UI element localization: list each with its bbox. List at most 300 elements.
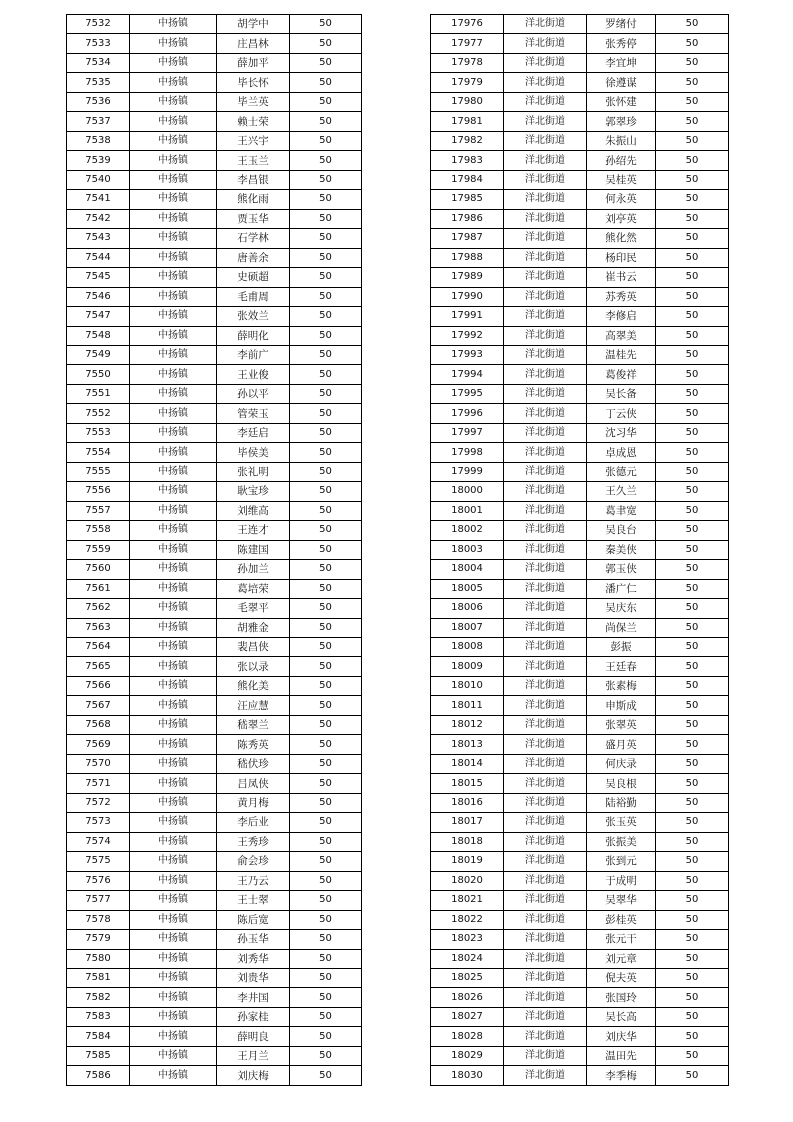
table-row [67, 229, 362, 248]
name-cell: 孙家桂 [217, 1007, 290, 1026]
name-cell: 沈习华 [587, 423, 656, 442]
town-cell: 洋北街道 [504, 112, 587, 131]
serial-cell: 18002 [431, 521, 504, 540]
amount-cell: 50 [656, 462, 729, 481]
table-row [431, 657, 729, 676]
town-cell: 洋北街道 [504, 832, 587, 851]
name-cell: 罗绪付 [587, 15, 656, 34]
table-row [67, 190, 362, 209]
amount-cell: 50 [656, 793, 729, 812]
serial-cell: 7539 [67, 151, 130, 170]
amount-cell: 50 [656, 287, 729, 306]
town-cell: 中扬镇 [130, 813, 217, 832]
amount-cell: 50 [290, 248, 362, 267]
town-cell: 洋北街道 [504, 326, 587, 345]
town-cell: 中扬镇 [130, 599, 217, 618]
town-cell: 中扬镇 [130, 930, 217, 949]
town-cell: 中扬镇 [130, 501, 217, 520]
amount-cell: 50 [290, 345, 362, 364]
name-cell: 潘广仁 [587, 579, 656, 598]
name-cell: 徐遵谋 [587, 73, 656, 92]
serial-cell: 7551 [67, 384, 130, 403]
town-cell: 中扬镇 [130, 73, 217, 92]
name-cell: 毕长怀 [217, 73, 290, 92]
amount-cell: 50 [656, 482, 729, 501]
name-cell: 薛明良 [217, 1027, 290, 1046]
serial-cell: 7581 [67, 968, 130, 987]
table-row [67, 170, 362, 189]
table-row [67, 832, 362, 851]
name-cell: 吴良根 [587, 774, 656, 793]
serial-cell: 18030 [431, 1066, 504, 1085]
name-cell: 张振美 [587, 832, 656, 851]
town-cell: 洋北街道 [504, 365, 587, 384]
name-cell: 孙绍先 [587, 151, 656, 170]
name-cell: 张以录 [217, 657, 290, 676]
name-cell: 刘维高 [217, 501, 290, 520]
serial-cell: 7565 [67, 657, 130, 676]
serial-cell: 18026 [431, 988, 504, 1007]
name-cell: 刘亭英 [587, 209, 656, 228]
name-cell: 王廷春 [587, 657, 656, 676]
serial-cell: 7577 [67, 891, 130, 910]
serial-cell: 7580 [67, 949, 130, 968]
amount-cell: 50 [290, 891, 362, 910]
name-cell: 盛月英 [587, 735, 656, 754]
town-cell: 中扬镇 [130, 34, 217, 53]
name-cell: 倪夫英 [587, 968, 656, 987]
name-cell: 陈建国 [217, 540, 290, 559]
name-cell: 丁云侠 [587, 404, 656, 423]
serial-cell: 17989 [431, 268, 504, 287]
table-row [67, 443, 362, 462]
table-row [431, 482, 729, 501]
table-row [431, 715, 729, 734]
serial-cell: 17983 [431, 151, 504, 170]
name-cell: 王士翠 [217, 891, 290, 910]
name-cell: 庄昌林 [217, 34, 290, 53]
serial-cell: 17992 [431, 326, 504, 345]
serial-cell: 7535 [67, 73, 130, 92]
serial-cell: 7544 [67, 248, 130, 267]
town-cell: 中扬镇 [130, 560, 217, 579]
town-cell: 洋北街道 [504, 852, 587, 871]
name-cell: 吴翠华 [587, 891, 656, 910]
table-row [67, 151, 362, 170]
table-row [431, 326, 729, 345]
serial-cell: 17990 [431, 287, 504, 306]
serial-cell: 7582 [67, 988, 130, 1007]
serial-cell: 7561 [67, 579, 130, 598]
name-cell: 何永英 [587, 190, 656, 209]
amount-cell: 50 [656, 540, 729, 559]
serial-cell: 17991 [431, 307, 504, 326]
town-cell: 中扬镇 [130, 248, 217, 267]
amount-cell: 50 [290, 209, 362, 228]
town-cell: 中扬镇 [130, 423, 217, 442]
amount-cell: 50 [656, 871, 729, 890]
name-cell: 孙以平 [217, 384, 290, 403]
amount-cell: 50 [656, 1007, 729, 1026]
name-cell: 杨印民 [587, 248, 656, 267]
table-row [67, 1046, 362, 1065]
table-row [67, 852, 362, 871]
table-row [67, 599, 362, 618]
name-cell: 张元干 [587, 930, 656, 949]
town-cell: 洋北街道 [504, 151, 587, 170]
table-row [431, 949, 729, 968]
table-row [431, 287, 729, 306]
town-cell: 中扬镇 [130, 482, 217, 501]
town-cell: 洋北街道 [504, 949, 587, 968]
amount-cell: 50 [290, 112, 362, 131]
serial-cell: 7558 [67, 521, 130, 540]
table-row [431, 832, 729, 851]
town-cell: 洋北街道 [504, 307, 587, 326]
table-row [431, 968, 729, 987]
town-cell: 洋北街道 [504, 968, 587, 987]
table-row [67, 715, 362, 734]
serial-cell: 17986 [431, 209, 504, 228]
amount-cell: 50 [656, 949, 729, 968]
amount-cell: 50 [656, 248, 729, 267]
serial-cell: 7538 [67, 131, 130, 150]
name-cell: 王玉兰 [217, 151, 290, 170]
town-cell: 中扬镇 [130, 462, 217, 481]
town-cell: 中扬镇 [130, 871, 217, 890]
amount-cell: 50 [656, 988, 729, 1007]
town-cell: 洋北街道 [504, 1007, 587, 1026]
name-cell: 贾玉华 [217, 209, 290, 228]
serial-cell: 7547 [67, 307, 130, 326]
amount-cell: 50 [290, 131, 362, 150]
town-cell: 中扬镇 [130, 579, 217, 598]
name-cell: 李修启 [587, 307, 656, 326]
amount-cell: 50 [656, 151, 729, 170]
town-cell: 洋北街道 [504, 676, 587, 695]
amount-cell: 50 [656, 715, 729, 734]
amount-cell: 50 [290, 73, 362, 92]
table-row [431, 112, 729, 131]
name-cell: 张秀停 [587, 34, 656, 53]
name-cell: 卓成恩 [587, 443, 656, 462]
serial-cell: 18009 [431, 657, 504, 676]
serial-cell: 17984 [431, 170, 504, 189]
town-cell: 中扬镇 [130, 443, 217, 462]
amount-cell: 50 [290, 793, 362, 812]
name-cell: 李廷启 [217, 423, 290, 442]
table-row [431, 735, 729, 754]
table-row [67, 209, 362, 228]
amount-cell: 50 [656, 774, 729, 793]
town-cell: 洋北街道 [504, 754, 587, 773]
town-cell: 中扬镇 [130, 1066, 217, 1085]
serial-cell: 7575 [67, 852, 130, 871]
name-cell: 王久兰 [587, 482, 656, 501]
table-row [67, 579, 362, 598]
serial-cell: 7533 [67, 34, 130, 53]
amount-cell: 50 [656, 891, 729, 910]
table-row [431, 599, 729, 618]
town-cell: 中扬镇 [130, 404, 217, 423]
amount-cell: 50 [290, 190, 362, 209]
name-cell: 吴长高 [587, 1007, 656, 1026]
table-row [431, 754, 729, 773]
name-cell: 刘庆梅 [217, 1066, 290, 1085]
table-row [67, 1066, 362, 1085]
amount-cell: 50 [656, 190, 729, 209]
serial-cell: 7583 [67, 1007, 130, 1026]
serial-cell: 7537 [67, 112, 130, 131]
town-cell: 洋北街道 [504, 248, 587, 267]
name-cell: 毛翠平 [217, 599, 290, 618]
serial-cell: 7549 [67, 345, 130, 364]
serial-cell: 7585 [67, 1046, 130, 1065]
name-cell: 熊化然 [587, 229, 656, 248]
town-cell: 中扬镇 [130, 209, 217, 228]
amount-cell: 50 [656, 599, 729, 618]
amount-cell: 50 [656, 112, 729, 131]
serial-cell: 7542 [67, 209, 130, 228]
serial-cell: 18016 [431, 793, 504, 812]
serial-cell: 18028 [431, 1027, 504, 1046]
town-cell: 洋北街道 [504, 131, 587, 150]
table-row [67, 92, 362, 111]
amount-cell: 50 [290, 229, 362, 248]
serial-cell: 7564 [67, 638, 130, 657]
amount-cell: 50 [656, 15, 729, 34]
serial-cell: 7570 [67, 754, 130, 773]
town-cell: 洋北街道 [504, 482, 587, 501]
town-cell: 中扬镇 [130, 949, 217, 968]
serial-cell: 18024 [431, 949, 504, 968]
serial-cell: 7557 [67, 501, 130, 520]
name-cell: 张礼明 [217, 462, 290, 481]
serial-cell: 7541 [67, 190, 130, 209]
table-row [67, 501, 362, 520]
town-cell: 中扬镇 [130, 832, 217, 851]
serial-cell: 7543 [67, 229, 130, 248]
table-row [67, 560, 362, 579]
town-cell: 中扬镇 [130, 1046, 217, 1065]
name-cell: 刘贵华 [217, 968, 290, 987]
town-cell: 中扬镇 [130, 910, 217, 929]
serial-cell: 7559 [67, 540, 130, 559]
town-cell: 洋北街道 [504, 462, 587, 481]
amount-cell: 50 [290, 268, 362, 287]
name-cell: 于成明 [587, 871, 656, 890]
amount-cell: 50 [656, 579, 729, 598]
serial-cell: 7555 [67, 462, 130, 481]
table-row [67, 735, 362, 754]
town-cell: 洋北街道 [504, 560, 587, 579]
serial-cell: 7567 [67, 696, 130, 715]
serial-cell: 18001 [431, 501, 504, 520]
amount-cell: 50 [656, 696, 729, 715]
name-cell: 彭桂英 [587, 910, 656, 929]
serial-cell: 7574 [67, 832, 130, 851]
town-cell: 中扬镇 [130, 92, 217, 111]
name-cell: 管荣玉 [217, 404, 290, 423]
table-row [431, 618, 729, 637]
table-row [67, 696, 362, 715]
serial-cell: 18025 [431, 968, 504, 987]
amount-cell: 50 [656, 268, 729, 287]
amount-cell: 50 [656, 910, 729, 929]
amount-cell: 50 [290, 423, 362, 442]
name-cell: 嵇伏珍 [217, 754, 290, 773]
amount-cell: 50 [290, 657, 362, 676]
serial-cell: 18012 [431, 715, 504, 734]
table-row [431, 404, 729, 423]
name-cell: 王乃云 [217, 871, 290, 890]
serial-cell: 18015 [431, 774, 504, 793]
name-cell: 李前广 [217, 345, 290, 364]
table-row [67, 423, 362, 442]
town-cell: 洋北街道 [504, 345, 587, 364]
amount-cell: 50 [656, 53, 729, 72]
serial-cell: 7534 [67, 53, 130, 72]
name-cell: 秦美侠 [587, 540, 656, 559]
town-cell: 洋北街道 [504, 15, 587, 34]
serial-cell: 18010 [431, 676, 504, 695]
serial-cell: 18020 [431, 871, 504, 890]
town-cell: 中扬镇 [130, 968, 217, 987]
table-row [67, 930, 362, 949]
amount-cell: 50 [290, 930, 362, 949]
table-row [431, 384, 729, 403]
name-cell: 薛加平 [217, 53, 290, 72]
town-cell: 中扬镇 [130, 540, 217, 559]
amount-cell: 50 [290, 287, 362, 306]
amount-cell: 50 [656, 501, 729, 520]
town-cell: 洋北街道 [504, 287, 587, 306]
serial-cell: 17982 [431, 131, 504, 150]
serial-cell: 7554 [67, 443, 130, 462]
serial-cell: 7532 [67, 15, 130, 34]
town-cell: 中扬镇 [130, 793, 217, 812]
town-cell: 中扬镇 [130, 15, 217, 34]
table-row [67, 268, 362, 287]
amount-cell: 50 [656, 560, 729, 579]
town-cell: 中扬镇 [130, 618, 217, 637]
table-row [67, 384, 362, 403]
amount-cell: 50 [656, 404, 729, 423]
name-cell: 李井国 [217, 988, 290, 1007]
table-row [431, 34, 729, 53]
amount-cell: 50 [290, 774, 362, 793]
serial-cell: 17980 [431, 92, 504, 111]
name-cell: 孙加兰 [217, 560, 290, 579]
name-cell: 葛聿宽 [587, 501, 656, 520]
town-cell: 洋北街道 [504, 813, 587, 832]
table-row [431, 190, 729, 209]
town-cell: 中扬镇 [130, 229, 217, 248]
name-cell: 陈后宽 [217, 910, 290, 929]
name-cell: 熊化雨 [217, 190, 290, 209]
serial-cell: 18011 [431, 696, 504, 715]
name-cell: 王月兰 [217, 1046, 290, 1065]
table-row [431, 560, 729, 579]
amount-cell: 50 [656, 443, 729, 462]
serial-cell: 17976 [431, 15, 504, 34]
town-cell: 洋北街道 [504, 891, 587, 910]
amount-cell: 50 [656, 307, 729, 326]
town-cell: 洋北街道 [504, 501, 587, 520]
name-cell: 王业俊 [217, 365, 290, 384]
town-cell: 洋北街道 [504, 930, 587, 949]
amount-cell: 50 [656, 131, 729, 150]
town-cell: 中扬镇 [130, 131, 217, 150]
serial-cell: 18019 [431, 852, 504, 871]
amount-cell: 50 [656, 1066, 729, 1085]
table-row [67, 521, 362, 540]
amount-cell: 50 [290, 696, 362, 715]
town-cell: 中扬镇 [130, 638, 217, 657]
name-cell: 汪应慧 [217, 696, 290, 715]
town-cell: 中扬镇 [130, 190, 217, 209]
table-row [67, 754, 362, 773]
town-cell: 洋北街道 [504, 92, 587, 111]
town-cell: 中扬镇 [130, 268, 217, 287]
amount-cell: 50 [656, 968, 729, 987]
name-cell: 吴长备 [587, 384, 656, 403]
amount-cell: 50 [290, 1027, 362, 1046]
town-cell: 中扬镇 [130, 988, 217, 1007]
table-row [431, 170, 729, 189]
serial-cell: 18029 [431, 1046, 504, 1065]
serial-cell: 18027 [431, 1007, 504, 1026]
table-row [67, 891, 362, 910]
amount-cell: 50 [290, 443, 362, 462]
table-row [67, 793, 362, 812]
town-cell: 中扬镇 [130, 676, 217, 695]
town-cell: 中扬镇 [130, 754, 217, 773]
table-row [67, 404, 362, 423]
serial-cell: 18013 [431, 735, 504, 754]
table-row [67, 540, 362, 559]
name-cell: 吴良台 [587, 521, 656, 540]
table-row [67, 53, 362, 72]
name-cell: 刘庆华 [587, 1027, 656, 1046]
name-cell: 俞会珍 [217, 852, 290, 871]
serial-cell: 7569 [67, 735, 130, 754]
town-cell: 洋北街道 [504, 423, 587, 442]
table-row [431, 1027, 729, 1046]
table-row [67, 949, 362, 968]
serial-cell: 7568 [67, 715, 130, 734]
town-cell: 洋北街道 [504, 443, 587, 462]
amount-cell: 50 [290, 754, 362, 773]
table-row [431, 1066, 729, 1085]
name-cell: 张国玲 [587, 988, 656, 1007]
name-cell: 郭翠珍 [587, 112, 656, 131]
table-row [431, 73, 729, 92]
serial-cell: 17979 [431, 73, 504, 92]
serial-cell: 18017 [431, 813, 504, 832]
amount-cell: 50 [656, 638, 729, 657]
table-row [67, 676, 362, 695]
town-cell: 洋北街道 [504, 696, 587, 715]
town-cell: 中扬镇 [130, 1027, 217, 1046]
table-row [67, 462, 362, 481]
town-cell: 中扬镇 [130, 891, 217, 910]
name-cell: 史硕超 [217, 268, 290, 287]
name-cell: 李季梅 [587, 1066, 656, 1085]
name-cell: 彭振 [587, 638, 656, 657]
town-cell: 洋北街道 [504, 618, 587, 637]
town-cell: 中扬镇 [130, 112, 217, 131]
